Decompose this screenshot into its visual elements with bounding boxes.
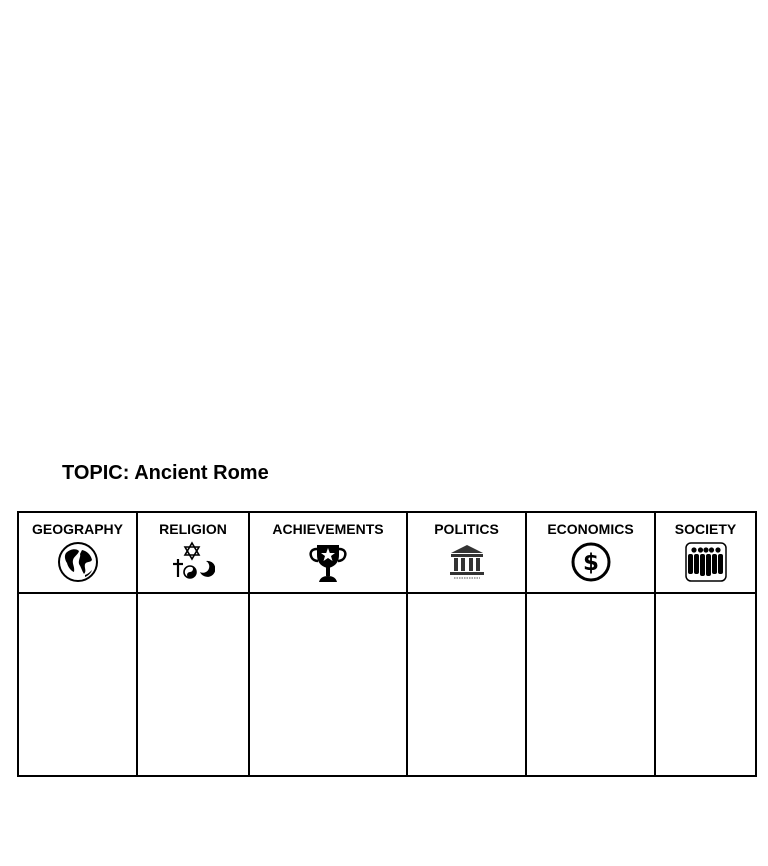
society-header-cell (655, 512, 756, 593)
svg-text:$: $ (582, 550, 599, 576)
economics-content-cell[interactable] (526, 593, 655, 776)
trophy-icon (306, 541, 350, 585)
achievements-header-cell (249, 512, 407, 593)
politics-content-cell[interactable] (407, 593, 526, 776)
dollar-coin-icon (570, 541, 612, 583)
topic-title: TOPIC: Ancient Rome (62, 462, 269, 484)
achievements-content-cell[interactable] (249, 593, 407, 776)
religion-content-cell[interactable] (137, 593, 249, 776)
economics-header-cell (526, 512, 655, 593)
globe-icon (57, 541, 99, 583)
religion-label: RELIGION (159, 521, 227, 537)
geography-label: GEOGRAPHY (31, 521, 123, 537)
government-building-icon (446, 541, 488, 581)
religious-symbols-icon (171, 541, 215, 583)
economics-label: ECONOMICS (547, 521, 634, 537)
achievements-label: ACHIEVEMENTS (272, 521, 384, 537)
topic-chart-table (17, 511, 757, 777)
geography-header-cell (18, 512, 137, 593)
politics-label: POLITICS (434, 521, 499, 537)
politics-header-cell (407, 512, 526, 593)
religion-header-cell (137, 512, 249, 593)
people-group-icon (684, 541, 728, 583)
society-label: SOCIETY (674, 521, 737, 537)
content-row (18, 593, 756, 776)
geography-content-cell[interactable] (18, 593, 137, 776)
society-content-cell[interactable] (655, 593, 756, 776)
header-row (18, 512, 756, 593)
